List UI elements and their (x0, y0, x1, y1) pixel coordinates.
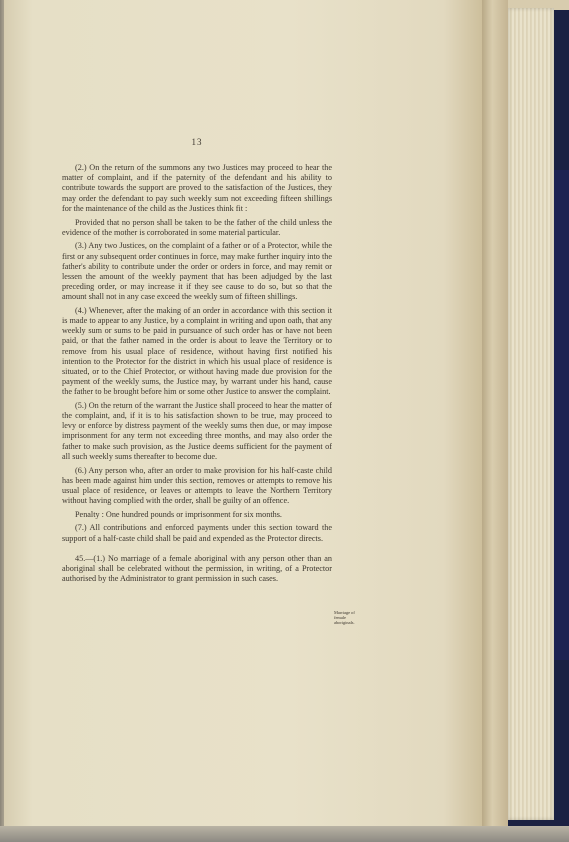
page-fore-edge (508, 8, 554, 820)
paragraph-section-45: 45.—(1.) No marriage of a female aboriginal with any person other than an aboriginal shall be celebrated without the permission, in writing, of a Protector authorised by the Administrator to grant permission in such cases. (62, 553, 332, 584)
paragraph-penalty: Penalty : One hundred pounds or imprisonment for six months. (75, 509, 282, 519)
page-text-block (62, 137, 332, 588)
paragraph-subsection-6: (6.) Any person who, after an order to make provision for his half-caste child has been made against him under this section, removes or attempts to remove his usual place of residence, or leaves or attempts to leave the Northern Territory without having complied with the order, shall be guilty of an offence. (62, 465, 332, 505)
paragraph-subsection-4: (4.) Whenever, after the making of an order in accordance with this section it is made to appear to any Justice, by a complaint in writing and upon oath, that any weekly sum or sums to be paid in pursuance of such order has or have not been paid, or that the father named in the order is about to leave the Territory or to remove from his usual place of residence, without having first notified his intention to the Protector for the district in which his usual place of residence is situated, or to the Chief Protector, or without having made due provision for the payment of the weekly sums, the Justice may, by warrant under his hand, cause the father to be brought before him or some other Justice to answer the complaint. (62, 305, 332, 397)
book-cover-blue (554, 170, 569, 660)
page-gutter (482, 0, 508, 842)
paragraph-subsection-5: (5.) On the return of the warrant the Justice shall proceed to hear the matter of the complaint, and, if it is to his satisfaction shown to be true, may proceed to levy or enforce by distress payment of the weekly sums then due, or may impose imprisonment for any term not exceeding three months, and may also order the father to make such provision, as the Justice deems sufficient for the payment of all such weekly sums thereafter to become due. (62, 400, 332, 461)
margin-note-line: female (334, 615, 346, 620)
page-number: 13 (191, 137, 203, 147)
margin-note (334, 610, 368, 625)
margin-note-line: Marriage of (334, 610, 355, 615)
paragraph-subsection-2: (2.) On the return of the summons any two Justices may proceed to hear the matter of complaint, and if the paternity of the defendant and his ability to contribute towards the support are proved to the satisfaction of the Justices, they may order the defendant to pay such weekly sum not exceeding fifteen shillings for the maintenance of the child as the Justices think fit : (62, 163, 332, 213)
paragraph-subsection-3: (3.) Any two Justices, on the complaint of a father or of a Protector, while the first or any subsequent order continues in force, may make further inquiry into the father's ability to contribute under the order or orders in force, and may remit or lessen the amount of the weekly payment that has been adjudged by the last preceding order, or may increase it if they see cause to do so, but so that the amount shall not in any case exceed the weekly sum of fifteen shillings. (62, 241, 332, 302)
scan-bottom-edge (0, 826, 569, 842)
paragraph-subsection-7: (7.) All contributions and enforced payments under this section toward the support of a half-caste child shall be paid and expended as the Protector directs. (62, 523, 332, 543)
margin-note-line: aboriginals. (334, 620, 355, 625)
paragraph-proviso: Provided that no person shall be taken to be the father of the child unless the evidence of the mother is corroborated in some material particular. (62, 217, 332, 237)
